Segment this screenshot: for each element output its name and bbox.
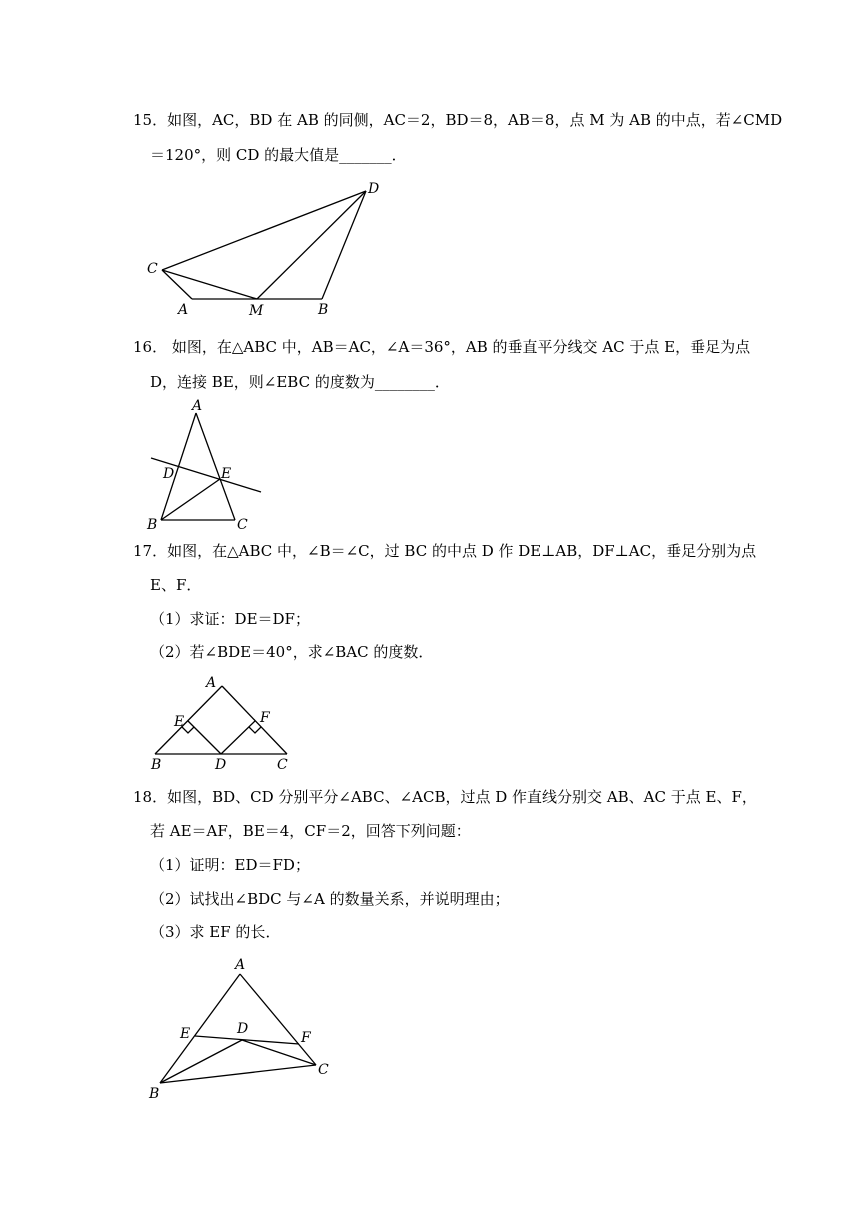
- segment-EF: [195, 1036, 299, 1044]
- problem-17-part-1: （1）求证：DE＝DF；: [150, 610, 310, 628]
- problem-18-figure: [140, 950, 340, 1106]
- segment-BE: [161, 479, 220, 520]
- point-label-E: E: [174, 714, 185, 730]
- problem-18-part-1: （1）证明：ED＝FD；: [150, 856, 310, 874]
- point-label-C: C: [277, 757, 288, 773]
- point-label-M: M: [249, 303, 264, 319]
- segment-BD: [160, 1040, 242, 1083]
- point-label-C: C: [237, 517, 248, 533]
- point-label-B: B: [149, 1086, 160, 1102]
- problem-17-figure: [140, 670, 300, 776]
- right-angle-mark-F: [249, 727, 261, 733]
- problem-17-line-2: E、F．: [150, 576, 202, 594]
- point-label-A: A: [178, 302, 189, 318]
- problem-18-line-1: 18．如图，BD、CD 分别平分∠ABC、∠ACB，过点 D 作直线分别交 AB、AC 于点 E、F，: [133, 788, 757, 806]
- problem-18-line-2: 若 AE＝AF，BE＝4，CF＝2，回答下列问题：: [150, 822, 471, 840]
- problem-15-line-1: 15．如图，AC，BD 在 AB 的同侧，AC＝2，BD＝8，AB＝8，点 M 为 AB 的中点，若∠CMD: [133, 111, 783, 129]
- point-label-B: B: [147, 517, 158, 533]
- segment-DE: [188, 721, 221, 754]
- point-label-A: A: [235, 957, 246, 973]
- point-label-B: B: [318, 302, 329, 318]
- point-label-A: A: [206, 675, 217, 691]
- point-label-C: C: [318, 1062, 329, 1078]
- point-label-A: A: [192, 398, 203, 414]
- problem-17-line-1: 17．如图，在△ABC 中，∠B＝∠C，过 BC 的中点 D 作 DE⊥AB，DF⊥AC，垂足分别为点: [133, 542, 757, 560]
- point-label-E: E: [180, 1026, 191, 1042]
- segment-DF: [221, 721, 255, 754]
- problem-16-line-1: 16． 如图，在△ABC 中，AB＝AC，∠A＝36°，AB 的垂直平分线交 AC 于点 E，垂足为点: [133, 338, 751, 356]
- segment-AB: [155, 686, 222, 754]
- point-label-C: C: [147, 261, 158, 277]
- segment-CD: [162, 191, 366, 270]
- problem-15-line-2: ＝120°，则 CD 的最大值是_______．: [150, 146, 407, 164]
- point-label-E: E: [221, 466, 232, 482]
- point-label-D: D: [163, 466, 175, 482]
- segment-BC: [160, 1065, 316, 1083]
- point-label-F: F: [260, 710, 270, 726]
- problem-18-part-3: （3）求 EF 的长．: [150, 923, 281, 941]
- point-label-F: F: [301, 1030, 311, 1046]
- point-label-D: D: [368, 181, 380, 197]
- problem-17-part-2: （2）若∠BDE＝40°，求∠BAC 的度数．: [150, 643, 434, 661]
- segment-BD: [322, 191, 366, 299]
- segment-AB: [160, 974, 240, 1083]
- problem-15-figure: [140, 178, 390, 320]
- problem-16-figure: [140, 396, 270, 532]
- point-label-B: B: [151, 757, 162, 773]
- problem-16-line-2: D，连接 BE，则∠EBC 的度数为________．: [150, 373, 450, 391]
- segment-AC: [240, 974, 316, 1065]
- segment-MD: [257, 191, 366, 299]
- point-label-D: D: [237, 1021, 249, 1037]
- point-label-D: D: [215, 757, 227, 773]
- problem-18-part-2: （2）试找出∠BDC 与∠A 的数量关系，并说明理由；: [150, 890, 510, 908]
